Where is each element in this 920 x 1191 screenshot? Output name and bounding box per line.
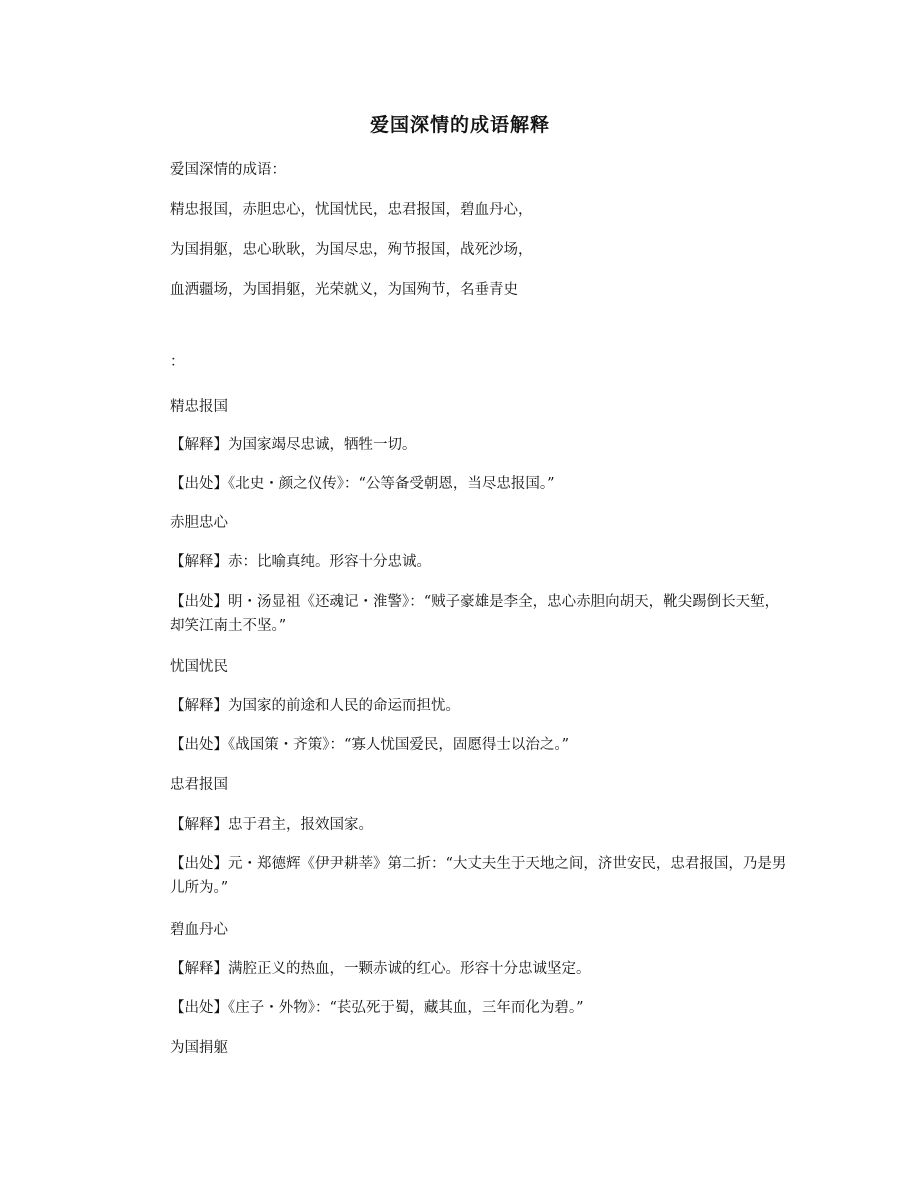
entry-explanation: 【解释】为国家竭尽忠诚，牺牲一切。 <box>170 437 417 453</box>
entry-explanation: 【解释】为国家的前途和人民的命运而担忧。 <box>170 698 460 714</box>
entry-explanation: 【解释】赤：比喻真纯。形容十分忠诚。 <box>170 554 431 570</box>
idiom-line-2: 为国捐躯，忠心耿耿，为国尽忠，殉节报国，战死沙场， <box>170 242 533 258</box>
entry-heading: 为国捐躯 <box>170 1040 228 1056</box>
entry-heading: 赤胆忠心 <box>170 515 228 531</box>
page-title: 爱国深情的成语解释 <box>369 114 550 136</box>
entry-source: 【出处】《北史・颜之仪传》：“公等备受朝恩，当尽忠报国。” <box>170 476 555 492</box>
idiom-line-1: 精忠报国，赤胆忠心，忧国忧民，忠君报国，碧血丹心， <box>170 202 533 218</box>
intro-label: 爱国深情的成语： <box>170 162 286 178</box>
entry-heading: 忧国忧民 <box>170 659 228 675</box>
entry-source: 【出处】《战国策・齐策》：“寡人忧国爱民，固愿得士以治之。” <box>170 737 570 753</box>
entry-source: 【出处】元・郑德辉《伊尹耕莘》第二折：“大丈夫生于天地之间，济世安民，忠君报国，乃是男儿所为。” <box>170 856 787 896</box>
entry-source: 【出处】《庄子・外物》：“苌弘死于蜀，藏其血，三年而化为碧。” <box>170 1000 584 1016</box>
entry-heading: 忠君报国 <box>170 777 228 793</box>
entry-explanation: 【解释】忠于君主，报效国家。 <box>170 817 373 833</box>
entry-source: 【出处】明・汤显祖《还魂记・淮警》：“贼子豪雄是李全，忠心赤胆向胡天，靴尖踢倒长天堑，却笑江南土不坚。” <box>170 594 780 634</box>
separator-colon: ： <box>170 354 185 370</box>
entry-heading: 碧血丹心 <box>170 922 228 938</box>
idiom-line-3: 血洒疆场，为国捐躯，光荣就义，为国殉节，名垂青史 <box>170 282 518 298</box>
entry-heading: 精忠报国 <box>170 399 228 415</box>
entry-explanation: 【解释】满腔正义的热血，一颗赤诚的红心。形容十分忠诚坚定。 <box>170 961 591 977</box>
